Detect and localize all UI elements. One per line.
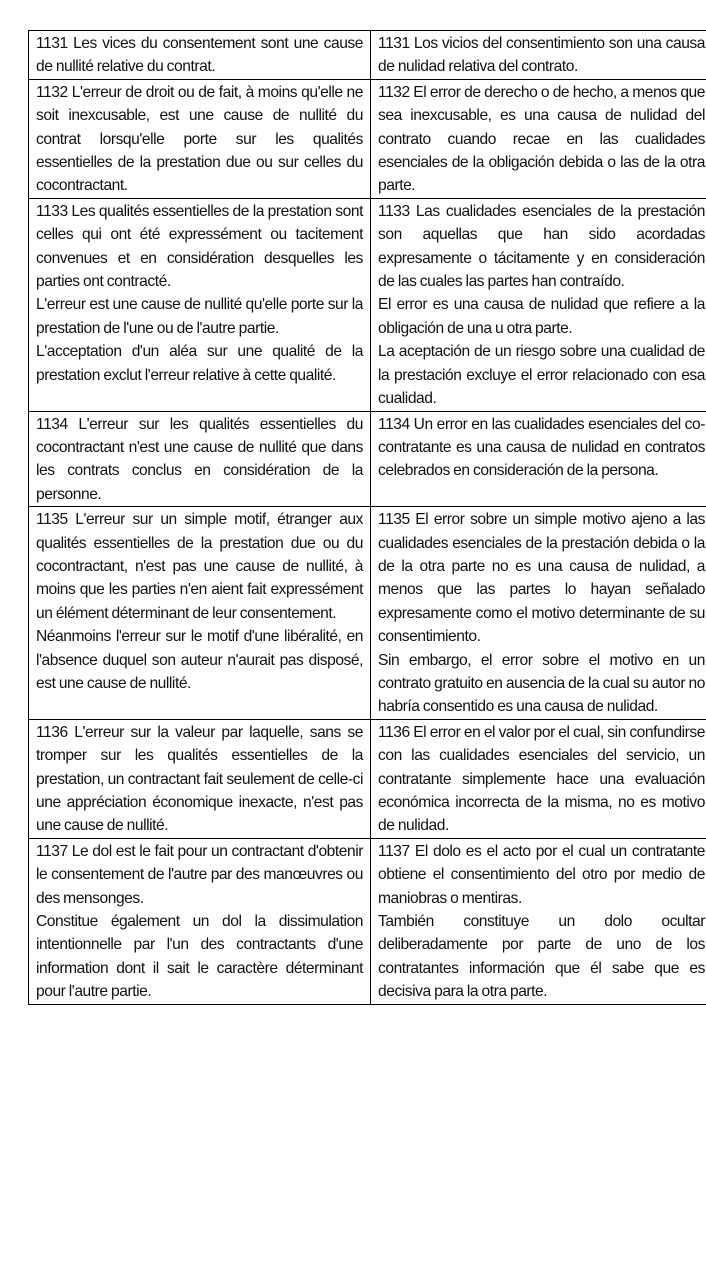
spanish-text-cell [371, 198, 706, 411]
paragraph: 1133 Las cualidades esenciales de la prestación son aquellas que han sido acordadas expresamente o tácitamente y en consideración de las cuales las partes han contraído. [378, 202, 705, 291]
paragraph: Néanmoins l'erreur sur le motif d'une libéralité, en l'absence duquel son auteur n'aurait pas disposé, est une cause de nullité. [36, 628, 363, 692]
paragraph: 1137 Le dol est le fait pour un contractant d'obtenir le consentement de l'autre par des manœuvres ou des mensonges. [36, 842, 363, 907]
spanish-text-cell [371, 79, 706, 198]
paragraph: La aceptación de un riesgo sobre una cualidad de la prestación excluye el error relacionado con esa cualidad. [378, 343, 705, 408]
paragraph: L'acceptation d'un aléa sur une qualité de la prestation exclut l'erreur relative à cette qualité. [36, 343, 363, 384]
paragraph: 1135 L'erreur sur un simple motif, étranger aux qualités essentielles de la prestation due ou du cocontractant, n'est pas une cause de nullité, à moins que les parties n'en aient fait expressément un élément déterminant de leur consentement. [36, 511, 363, 622]
paragraph: 1136 L'erreur sur la valeur par laquelle, sans se tromper sur les qualités essentielles de la prestation, un contractant fait seulement de celle-ci une appréciation économique inexacte, n'est pas une cause de nullité. [36, 723, 363, 835]
paragraph: 1132 L'erreur de droit ou de fait, à moins qu'elle ne soit inexcusable, est une cause de nullité du contrat lorsqu'elle porte sur les qualités essentielles de la prestation due ou sur celles du cocontractant. [36, 83, 363, 195]
paragraph: 1133 Les qualités essentielles de la prestation sont celles qui ont été expressément ou tacitement convenues et en considération desquelles les parties ont contracté. [36, 202, 363, 291]
table-row [29, 31, 706, 80]
paragraph: También constituye un dolo ocultar deliberadamente por parte de uno de los contratantes información que él sabe que es decisiva para la otra parte. [378, 913, 705, 1001]
paragraph: 1131 Los vicios del consentimiento son una causa de nulidad relativa del contrato. [378, 35, 705, 76]
table-row [29, 838, 706, 1004]
table-row [29, 411, 706, 507]
table-row [29, 507, 706, 720]
paragraph: L'erreur est une cause de nullité qu'elle porte sur la prestation de l'une ou de l'autre partie. [36, 296, 363, 337]
french-text-cell [29, 719, 371, 838]
paragraph: Sin embargo, el error sobre el motivo en un contrato gratuito en ausencia de la cual su autor no habría consentido es una causa de nulidad. [378, 651, 705, 716]
paragraph: 1134 L'erreur sur les qualités essentielles du cocontractant n'est une cause de nullité que dans les contrats conclus en considération de la personne. [36, 415, 363, 503]
spanish-text-cell [371, 507, 706, 720]
paragraph: 1135 El error sobre un simple motivo ajeno a las cualidades esenciales de la prestación debida o la de la otra parte no es una causa de nulidad, a menos que las partes lo hayan señalado expresamente como el motivo determinante de su consentimiento. [378, 511, 705, 646]
paragraph: 1134 Un error en las cualidades esenciales del co-contratante es una causa de nulidad en contratos celebrados en consideración de la persona. [378, 415, 705, 480]
paragraph: 1131 Les vices du consentement sont une cause de nullité relative du contrat. [36, 35, 363, 76]
french-text-cell [29, 507, 371, 720]
spanish-text-cell [371, 838, 706, 1004]
table-row [29, 719, 706, 838]
paragraph: Constitue également un dol la dissimulation intentionnelle par l'un des contractants d'une information dont il sait le caractère déterminant pour l'autre partie. [36, 913, 363, 1001]
french-text-cell [29, 79, 371, 198]
spanish-text-cell [371, 411, 706, 507]
spanish-text-cell [371, 719, 706, 838]
table-row [29, 198, 706, 411]
paragraph: 1137 El dolo es el acto por el cual un contratante obtiene el consentimiento del otro por medio de maniobras o mentiras. [378, 842, 705, 907]
paragraph: 1136 El error en el valor por el cual, sin confundirse con las cualidades esenciales del servicio, un contratante simplemente hace una evaluación económica incorrecta de la misma, no es motivo de nulidad. [378, 723, 705, 835]
paragraph: El error es una causa de nulidad que refiere a la obligación de una u otra parte. [378, 296, 705, 337]
french-text-cell [29, 31, 371, 80]
french-text-cell [29, 198, 371, 411]
french-text-cell [29, 838, 371, 1004]
table-row [29, 79, 706, 198]
spanish-text-cell [371, 31, 706, 80]
bilingual-articles-table [28, 30, 706, 1005]
french-text-cell [29, 411, 371, 507]
paragraph: 1132 El error de derecho o de hecho, a menos que sea inexcusable, es una causa de nulidad del contrato cuando recae en las cualidades esenciales de la obligación debida o las de la otra parte. [378, 83, 705, 195]
